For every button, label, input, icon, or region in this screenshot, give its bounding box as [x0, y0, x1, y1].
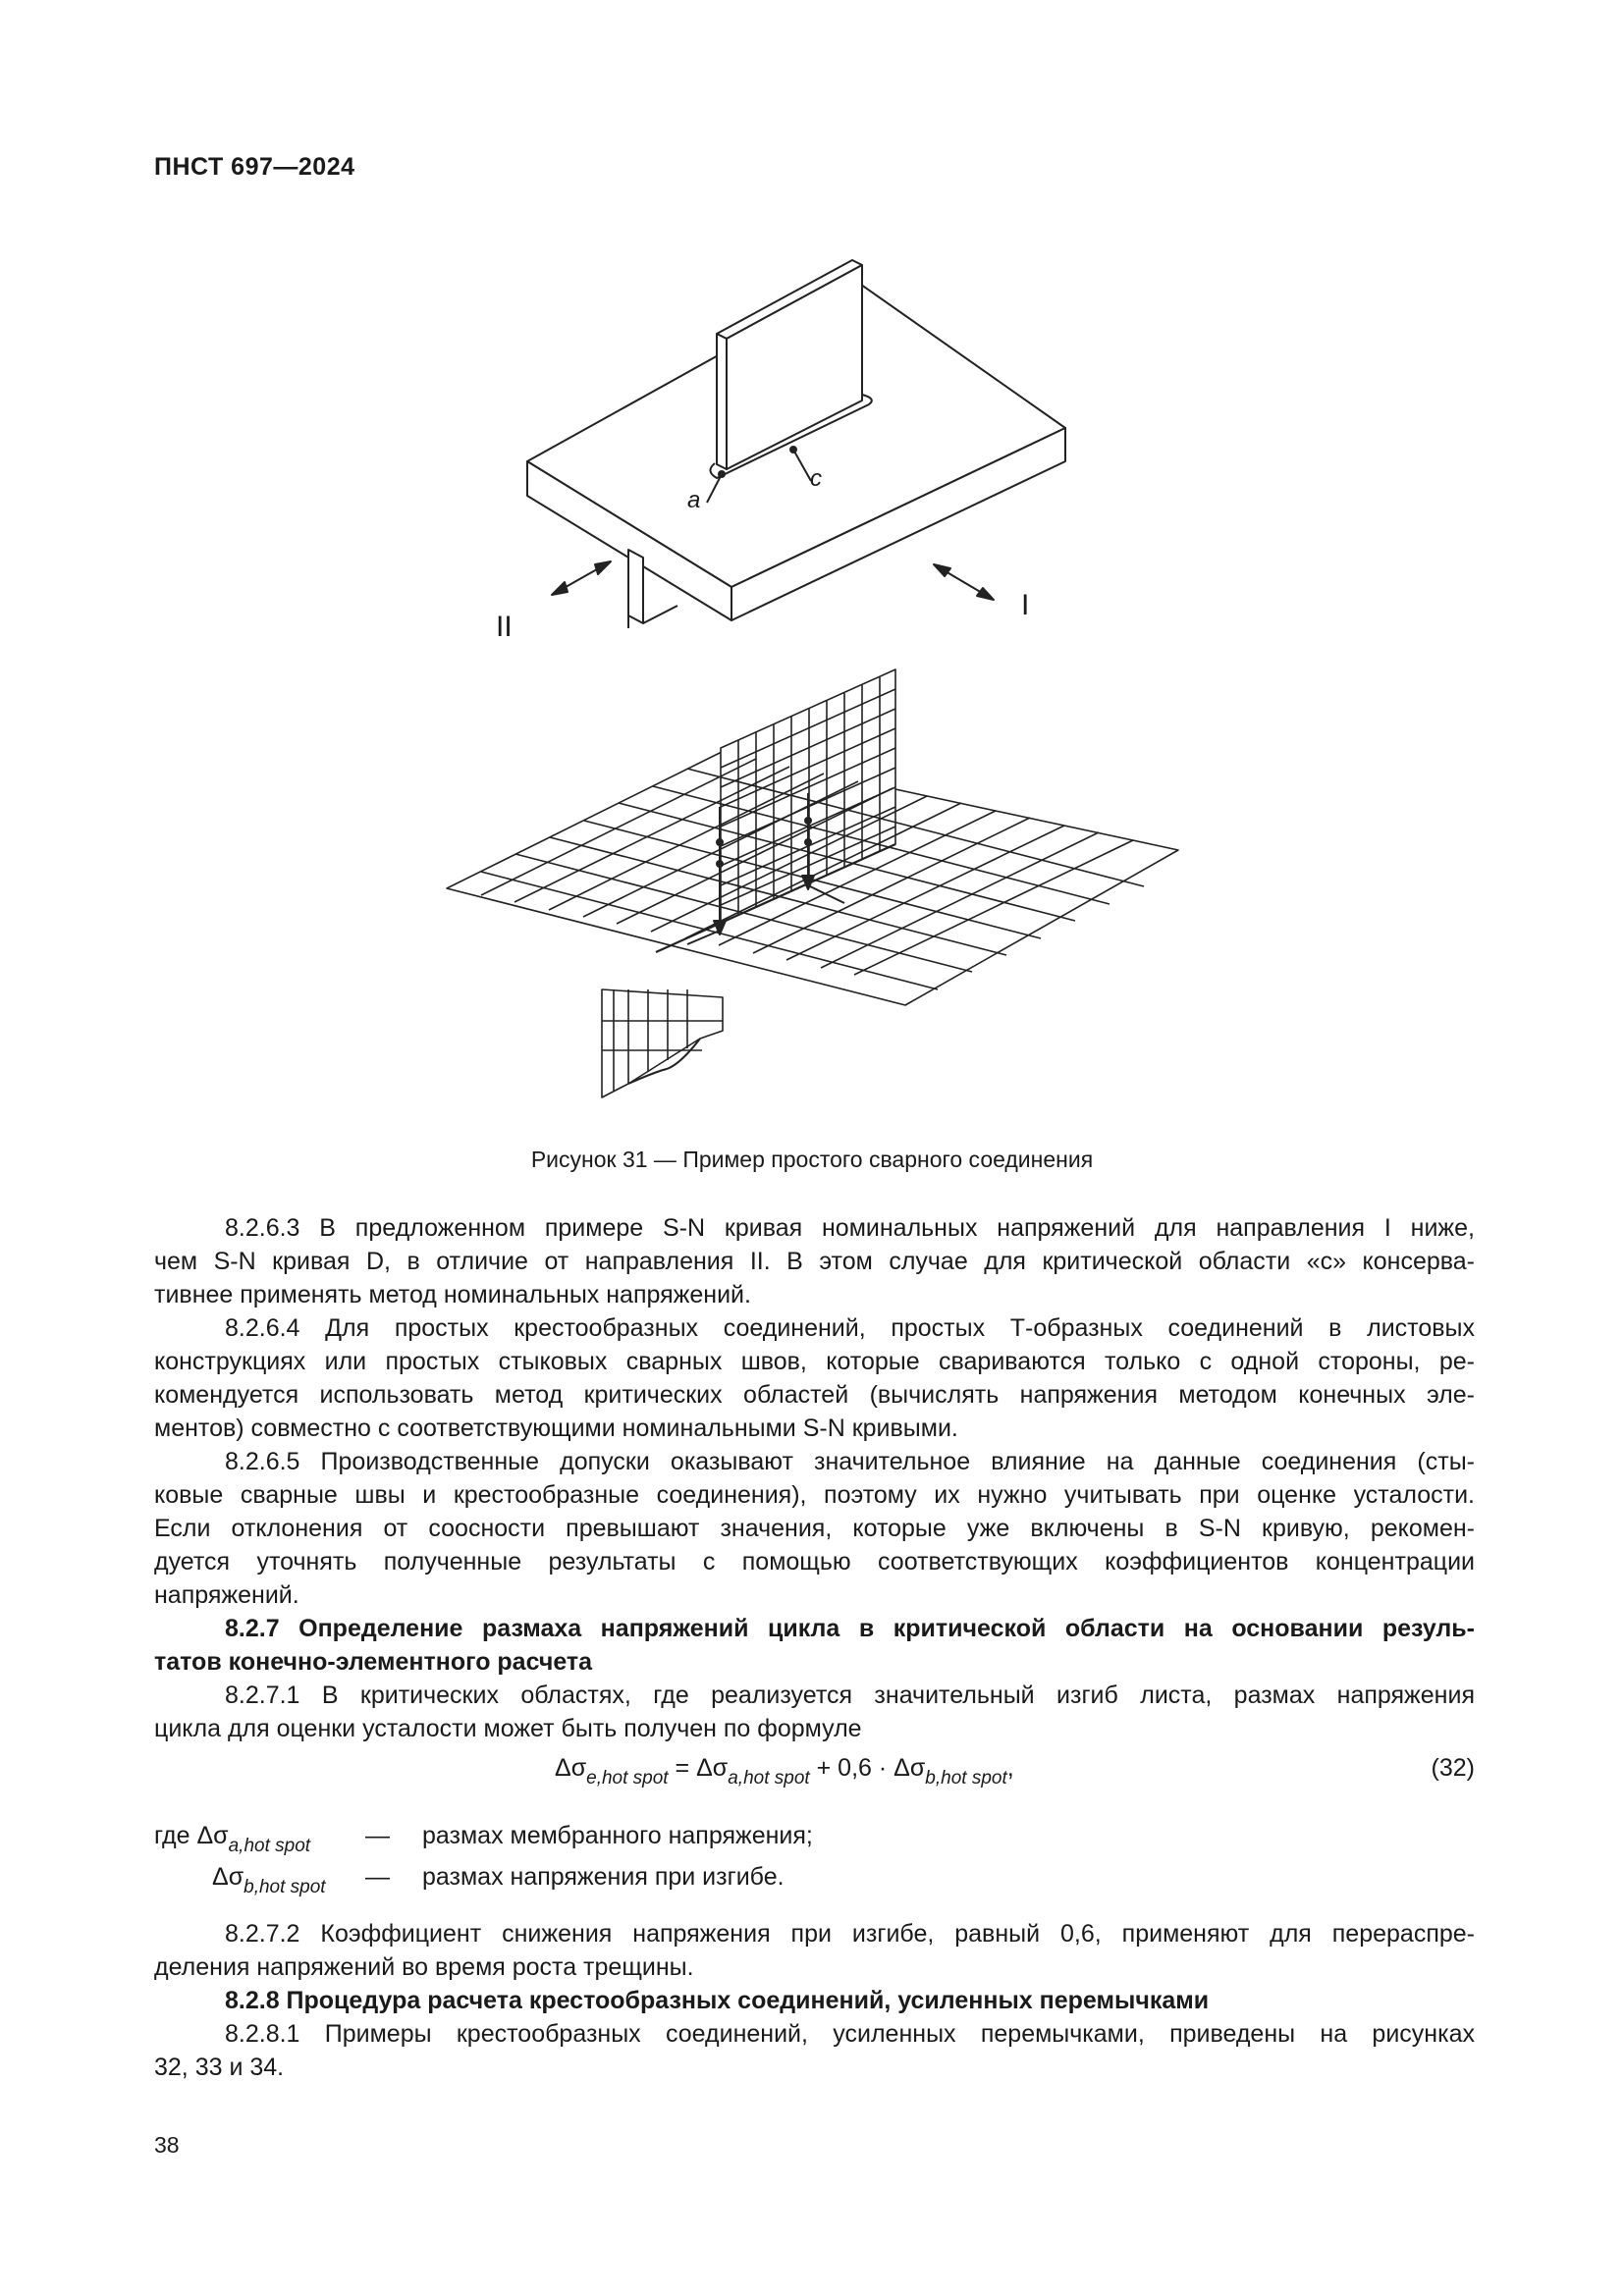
- formula-32: [555, 1754, 1014, 1789]
- figure-caption: Рисунок 31 — Пример простого сварного соединения: [530, 1147, 1094, 1172]
- text-line: 8.2.7.1 В критических областях, где реализуется значительный изгиб листа, размах напряжения: [225, 1682, 1475, 1709]
- text-line: деления напряжений во время роста трещины.: [154, 1953, 694, 1981]
- text-line: 8.2.7.2 Коэффициент снижения напряжения при изгибе, равный 0,6, применяют для перераспре-: [225, 1920, 1475, 1948]
- text-line: комендуется использовать метод критических областей (вычислять напряжения методом конечных эле-: [154, 1381, 1475, 1409]
- formula-term1-subscript: a,hot spot: [728, 1768, 810, 1789]
- text-line: Если отклонения от соосности превышают значения, которые уже включены в S-N кривую, рекомен-: [154, 1515, 1475, 1542]
- text-line: 8.2.8 Процедура расчета крестообразных соединений, усиленных перемычками: [225, 1987, 1210, 2014]
- paragraph-8-2-8-1: [154, 2017, 1475, 2084]
- text-line: 8.2.8.1 Примеры крестообразных соединений, усиленных перемычками, приведены на рисунках: [225, 2020, 1475, 2048]
- text-line: ковые сварные швы и крестообразные соединения), поэтому их нужно учитывать при оценке усталости.: [154, 1481, 1475, 1509]
- where-item-2-dash: —: [365, 1863, 390, 1891]
- mesh-model: [447, 669, 1178, 1097]
- text-line: чем S-N кривая D, в отличие от направления II. В этом случае для критической области «c» консерва-: [154, 1248, 1475, 1275]
- formula-term2-symbol: Δσ: [893, 1754, 926, 1782]
- where-item2-symbol: Δσ: [212, 1863, 244, 1891]
- direction-label-1: I: [1021, 589, 1030, 621]
- text-line: конструкциях или простых стыковых сварных швов, которые свариваются только с одной стороны, ре-: [154, 1348, 1475, 1375]
- point-a-label: a: [687, 487, 701, 513]
- page-number: 38: [154, 2132, 180, 2158]
- formula-trailing: ,: [1006, 1754, 1014, 1782]
- formula-plus-coef: + 0,6 ·: [809, 1754, 894, 1782]
- formula-lhs-symbol: Δσ: [555, 1754, 587, 1782]
- where-intro: где: [154, 1822, 190, 1849]
- text-line: 8.2.6.3 В предложенном примере S-N кривая номинальных напряжений для направления I ниже,: [225, 1214, 1475, 1242]
- text-line: 8.2.7 Определение размаха напряжений цикла в критической области на основании резуль-: [225, 1615, 1475, 1642]
- formula-term2-subscript: b,hot spot: [925, 1768, 1007, 1789]
- paragraph-8-2-6-4: [154, 1311, 1475, 1445]
- where-item-1-text: размах мембранного напряжения;: [422, 1822, 813, 1849]
- where-item2-subscript: b,hot spot: [244, 1877, 326, 1897]
- where-item-2: [212, 1863, 326, 1897]
- where-item-1: [154, 1822, 311, 1856]
- formula-term1-symbol: Δσ: [696, 1754, 729, 1782]
- direction-label-2: II: [496, 611, 513, 643]
- heading-8-2-7: [154, 1612, 1475, 1679]
- text-line: тивнее применять метод номинальных напряжений.: [154, 1281, 751, 1308]
- text-line: 8.2.6.5 Производственные допуски оказывают значительное влияние на данные соединения (сты-: [225, 1448, 1475, 1475]
- paragraph-8-2-6-5: [154, 1445, 1475, 1612]
- paragraph-8-2-7-2: [154, 1917, 1475, 1984]
- text-line: цикла для оценки усталости может быть получен по формуле: [154, 1715, 862, 1742]
- equation-number: (32): [1431, 1754, 1475, 1782]
- formula-equals: =: [668, 1754, 697, 1782]
- text-line: 8.2.6.4 Для простых крестообразных соединений, простых Т-образных соединений в листовых: [225, 1314, 1475, 1342]
- point-c-label: c: [810, 465, 822, 492]
- standard-code: ПНСТ 697—2024: [154, 153, 355, 181]
- where-item1-symbol: Δσ: [196, 1822, 229, 1849]
- where-item-2-text: размах напряжения при изгибе.: [422, 1863, 785, 1891]
- paragraph-8-2-6-3: [154, 1211, 1475, 1311]
- text-line: татов конечно-элементного расчета: [154, 1648, 593, 1676]
- text-line: напряжений.: [154, 1581, 299, 1609]
- formula-lhs-subscript: e,hot spot: [586, 1768, 669, 1789]
- where-item1-subscript: a,hot spot: [228, 1836, 311, 1856]
- text-line: дуется уточнять полученные результаты с помощью соответствующих коэффициентов концентрации: [154, 1548, 1475, 1575]
- plate-3d-view: [527, 260, 1065, 628]
- text-line: 32, 33 и 34.: [154, 2054, 285, 2081]
- where-item-1-dash: —: [365, 1822, 390, 1849]
- paragraph-8-2-7-1: [154, 1679, 1475, 1745]
- heading-8-2-8: [154, 1984, 1475, 2017]
- text-line: ментов) совместно с соответствующими номинальными S-N кривыми.: [154, 1415, 958, 1442]
